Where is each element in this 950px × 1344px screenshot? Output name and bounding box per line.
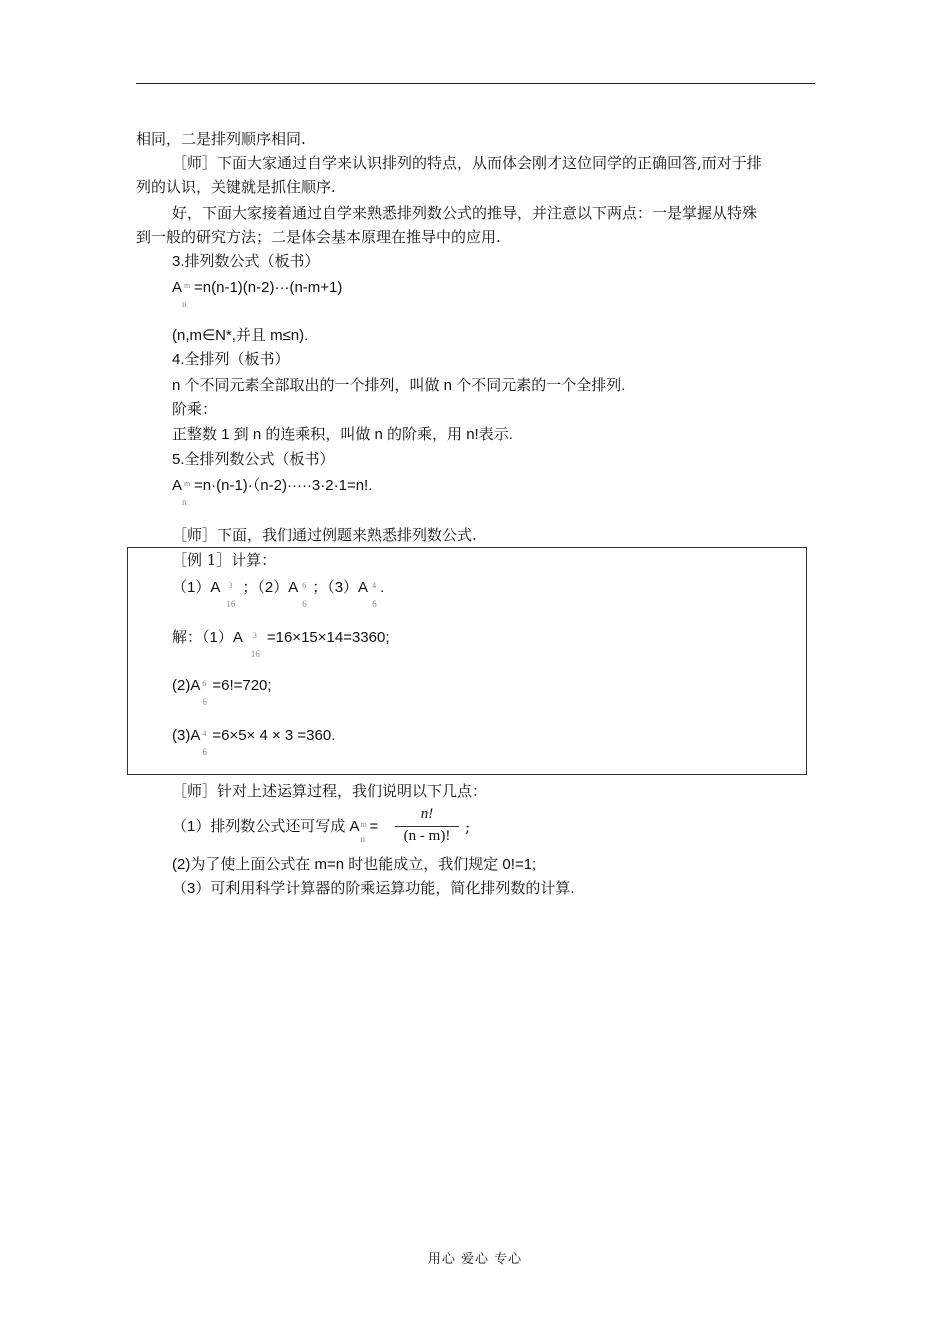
- paragraph-1: 相同，二是排列顺序相同.: [136, 130, 306, 148]
- note-1-label: （1）排列数公式还可写成 A: [172, 818, 360, 835]
- paragraph-2a: ［师］下面大家通过自学来认识排列的特点，从而体会刚才这位同学的正确回答,而对于排: [172, 154, 762, 172]
- note-2: (2)为了使上面公式在 m=n 时也能成立，我们规定 0!=1;: [172, 856, 537, 873]
- heading-4: 4.全排列（板书）: [172, 351, 290, 368]
- solution-3: (3)A 4 6 =6×5× 4 × 3 =360.: [172, 727, 336, 757]
- footer-text: 用心 爱心 专心: [427, 1252, 523, 1267]
- paragraph-2b: 列的认识，关键就是抓住顺序.: [136, 178, 336, 196]
- fraction-bar: [395, 826, 459, 827]
- example-title: ［例 1］计算：: [172, 551, 277, 569]
- note-1-end: ;: [465, 818, 471, 836]
- solution-3-label: (3)A: [172, 727, 201, 744]
- factorial-label: 阶乘：: [172, 401, 218, 418]
- header-rule: [136, 83, 815, 84]
- superscript-m: m n: [182, 281, 191, 309]
- heading-3: 3.排列数公式（板书）: [172, 253, 320, 270]
- formula-full-permutation: A m n =n·(n-1)·（n-2)·····3·2·1=n!.: [172, 477, 373, 507]
- paragraph-3b: 到一般的研究方法；二是体会基本原理在推导中的应用.: [136, 228, 501, 246]
- note-1: （1）排列数公式还可写成 A m n =: [172, 818, 379, 844]
- formula-full-permutation-body: =n·(n-1)·（n-2)·····3·2·1=n!.: [194, 477, 373, 494]
- formula-condition: (n,m∈N*,并且 m≤n).: [172, 327, 309, 344]
- fraction-numerator: n!: [420, 806, 434, 822]
- solution-2-value: =6!=720;: [212, 677, 272, 694]
- formula-permutation-body: =n(n-1)(n-2)···(n-m+1): [194, 279, 343, 296]
- solution-2: (2)A 6 6 =6!=720;: [172, 677, 272, 707]
- formula-permutation: A m n =n(n-1)(n-2)···(n-m+1): [172, 279, 343, 309]
- superscript-m-2: m n: [182, 479, 191, 507]
- full-permutation-definition: n 个不同元素全部取出的一个排列，叫做 n 个不同元素的一个全排列.: [172, 377, 626, 394]
- fraction-denominator: (n - m)!: [403, 828, 451, 844]
- paragraph-3a: 好，下面大家接着通过自学来熟悉排列数公式的推导，并注意以下两点：一是掌握从特殊: [172, 204, 758, 222]
- solution-1-value: =16×15×14=3360;: [266, 629, 390, 646]
- heading-5: 5.全排列数公式（板书）: [172, 451, 335, 468]
- solution-2-label: (2)A: [172, 677, 201, 694]
- notes-intro: ［师］针对上述运算过程，我们说明以下几点：: [172, 782, 488, 800]
- note-3: （3）可利用科学计算器的阶乘运算功能，简化排列数的计算.: [172, 880, 575, 897]
- factorial-definition: 正整数 1 到 n 的连乘积，叫做 n 的阶乘，用 n!表示.: [172, 426, 513, 443]
- teacher-paragraph: ［师］下面，我们通过例题来熟悉排列数公式.: [172, 526, 477, 544]
- solution-label: 解：（1）: [172, 629, 233, 646]
- solution-1: 解：（1）A 3 16 =16×15×14=3360;: [172, 629, 390, 659]
- example-question: （1）A 3 16 ；（2）A 6 6 ；（3）A 4 6 .: [172, 579, 385, 609]
- note-1-fraction: [395, 806, 459, 850]
- solution-3-value: =6×5× 4 × 3 =360.: [212, 727, 336, 744]
